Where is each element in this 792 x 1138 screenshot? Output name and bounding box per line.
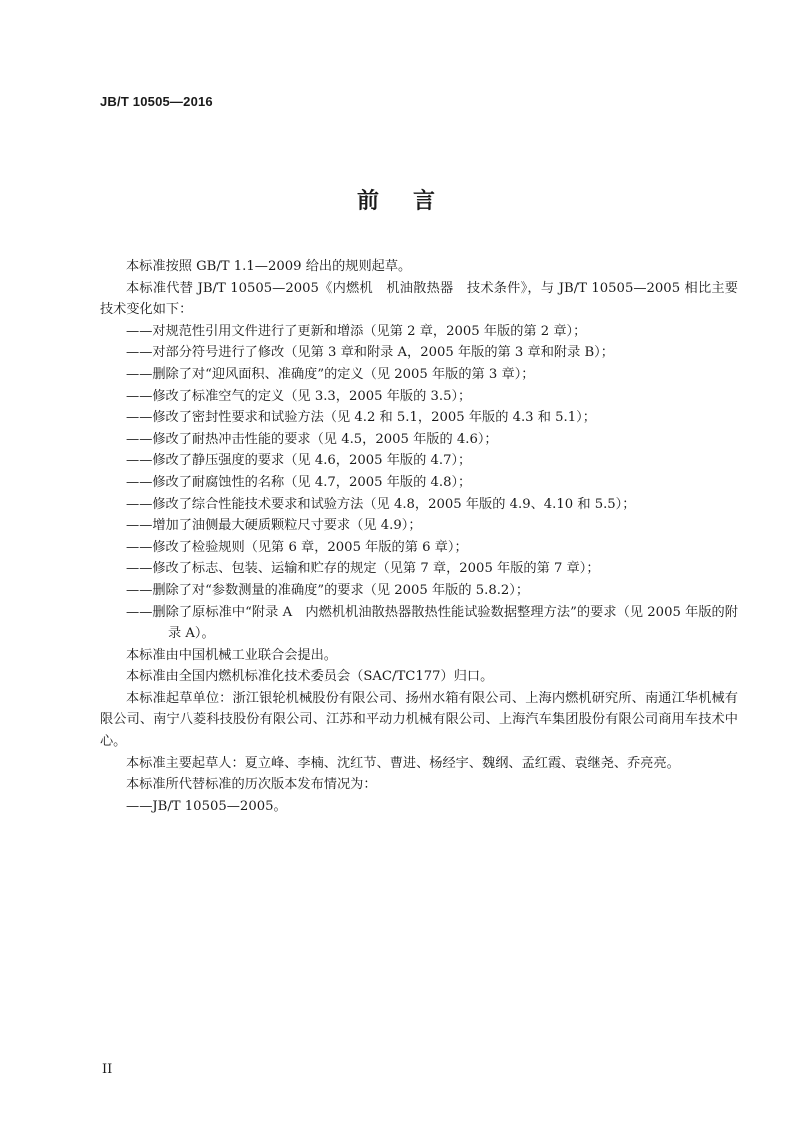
change-item: ——修改了耐腐蚀性的名称（见 4.7，2005 年版的 4.8）； (126, 474, 472, 490)
change-item: ——修改了综合性能技术要求和试验方法（见 4.8，2005 年版的 4.9、4.10 和 5.5）； (126, 496, 636, 512)
change-item: ——对部分符号进行了修改（见第 3 章和附录 A，2005 年版的第 3 章和附录 B）； (126, 345, 614, 361)
standard-code: JB/T 10505—2016 (100, 94, 213, 109)
paragraph: 本标准所代替标准的历次版本发布情况为： (126, 777, 377, 793)
change-item: ——修改了检验规则（见第 6 章，2005 年版的第 6 章）； (126, 539, 468, 555)
history-item: ——JB/T 10505—2005。 (126, 798, 287, 814)
page-title: 前言 (356, 189, 469, 214)
change-item: ——删除了对“迎风面积、准确度”的定义（见 2005 年版的第 3 章）； (126, 366, 535, 382)
paragraph: 本标准由全国内燃机标准化技术委员会（SAC/TC177）归口。 (126, 669, 494, 685)
paragraph: 本标准起草单位：浙江银轮机械股份有限公司、扬州水箱有限公司、上海内燃机研究所、南通江华机械有限公司、南宁八菱科技股份有限公司、江苏和平动力机械有限公司、上海汽车集团股份有限公司商用车技术中心。 (100, 690, 738, 750)
paragraph: 本标准由中国机械工业联合会提出。 (126, 647, 337, 663)
change-item: ——修改了耐热冲击性能的要求（见 4.5，2005 年版的 4.6）； (126, 431, 498, 447)
paragraph: 本标准按照 GB/T 1.1—2009 给出的规则起草。 (126, 259, 412, 274)
change-item: ——修改了标志、包装、运输和贮存的规定（见第 7 章，2005 年版的第 7 章）； (126, 561, 600, 577)
change-item: ——修改了标准空气的定义（见 3.3，2005 年版的 3.5）； (126, 388, 472, 404)
change-item: ——修改了静压强度的要求（见 4.6，2005 年版的 4.7）； (126, 453, 472, 469)
change-item: ——增加了油侧最大硬质颗粒尺寸要求（见 4.9）； (126, 518, 422, 534)
paragraph: 本标准代替 JB/T 10505—2005《内燃机 机油散热器 技术条件》，与 JB/T 10505—2005 相比主要技术变化如下： (100, 280, 738, 318)
preface-body (100, 256, 738, 817)
change-item: ——删除了原标准中“附录 A 内燃机机油散热器散热性能试验数据整理方法”的要求（见 2005 年版的附录 A）。 (126, 604, 738, 642)
change-item: ——修改了密封性要求和试验方法（见 4.2 和 5.1，2005 年版的 4.3 和 5.1）； (126, 410, 596, 426)
paragraph: 本标准主要起草人：夏立峰、李楠、沈红节、曹进、杨经宇、魏纲、孟红霞、袁继尧、乔亮亮。 (126, 755, 680, 771)
page-number: II (102, 1062, 113, 1077)
change-item: ——删除了对“参数测量的准确度”的要求（见 2005 年版的 5.8.2）； (126, 582, 530, 598)
change-item: ——对规范性引用文件进行了更新和增添（见第 2 章，2005 年版的第 2 章）； (126, 323, 587, 339)
